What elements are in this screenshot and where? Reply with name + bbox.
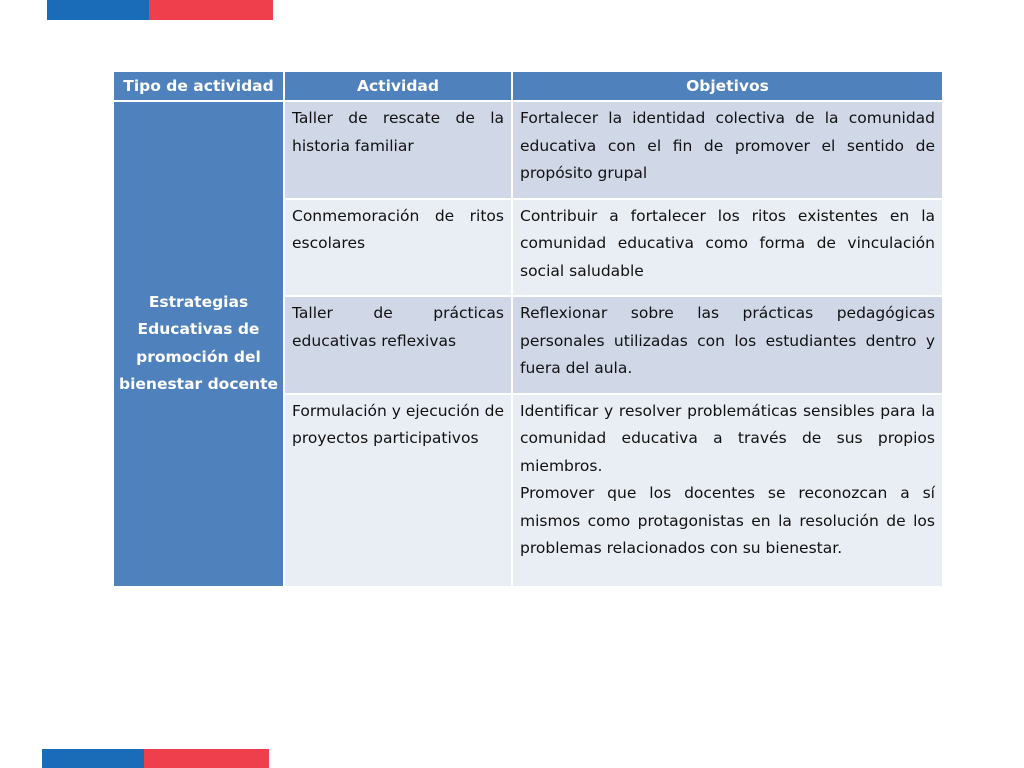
flag-stripe-bottom: [42, 749, 269, 768]
actividad-cell: Formulación y ejecución de proyectos participativos: [284, 394, 512, 587]
header-objetivos: Objetivos: [512, 71, 943, 101]
objetivos-cell: [512, 199, 943, 297]
flag-stripe-top: [47, 0, 273, 20]
table-row: [113, 101, 943, 199]
header-tipo-de-actividad: Tipo de actividad: [113, 71, 284, 101]
actividad-cell: Taller de prácticas educativas reflexivas: [284, 296, 512, 394]
flag-blue-segment: [42, 749, 144, 768]
activities-table: [112, 70, 944, 588]
actividad-cell: Conmemoración de ritos escolares: [284, 199, 512, 297]
objetivos-cell: [512, 394, 943, 587]
objetivo-text: Contribuir a fortalecer los ritos existentes en la comunidad educativa como forma de vinculación social saludable: [520, 206, 935, 280]
table-header-row: [113, 71, 943, 101]
objetivos-cell: [512, 101, 943, 199]
objetivo-text: Identificar y resolver problemáticas sensibles para la comunidad educativa a través de sus propios miembros.: [520, 401, 935, 475]
objetivo-text: Reflexionar sobre las prácticas pedagógicas personales utilizadas con los estudiantes dentro y fuera del aula.: [520, 304, 935, 377]
flag-red-segment: [144, 749, 269, 768]
tipo-cell: Estrategias Educativas de promoción del bienestar docente: [113, 101, 284, 587]
flag-blue-segment: [47, 0, 149, 20]
objetivo-text: Fortalecer la identidad colectiva de la comunidad educativa con el fin de promover el sentido de propósito grupal: [520, 109, 935, 182]
header-actividad: Actividad: [284, 71, 512, 101]
objetivos-cell: [512, 296, 943, 394]
actividad-cell: Taller de rescate de la historia familiar: [284, 101, 512, 199]
flag-red-segment: [149, 0, 273, 20]
objetivo-text: Promover que los docentes se reconozcan a sí mismos como protagonistas en la resolución de los problemas relacionados con su bienestar.: [520, 484, 935, 557]
